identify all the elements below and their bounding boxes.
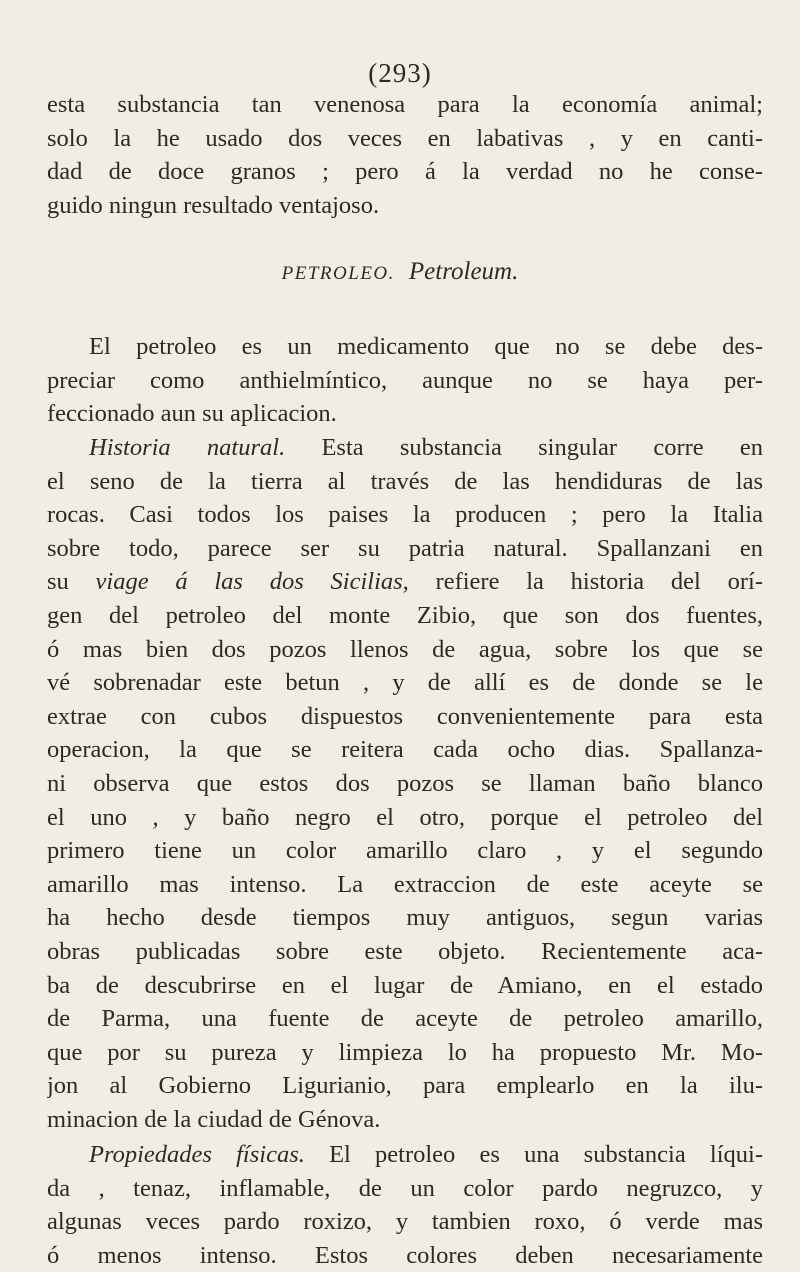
text-line: ni observa que estos dos pozos se llaman baño blanco <box>47 769 763 797</box>
intro-paragraph <box>47 330 763 431</box>
subsection-label: Historia natural. <box>89 434 286 461</box>
text-line: da , tenaz, inflamable, de un color pardo negruzco, y <box>47 1174 763 1202</box>
section-heading <box>0 258 800 286</box>
text-line: minacion de la ciudad de Génova. <box>47 1105 381 1133</box>
subsection-label: Propiedades físicas. <box>89 1141 305 1168</box>
text-line: solo la he usado dos veces en labativas , y en canti- <box>47 124 763 152</box>
text-line: de Parma, una fuente de aceyte de petroleo amarillo, <box>47 1005 763 1033</box>
book-title: viage á las dos Sicilias <box>95 568 403 596</box>
natural-history-paragraph <box>47 431 763 1136</box>
text-line: feccionado aun su aplicacion. <box>47 400 337 428</box>
text-line: rocas. Casi todos los paises la producen ; pero la Italia <box>47 501 763 529</box>
heading-latin: Petroleum. <box>408 258 519 285</box>
page-number: (293) <box>368 58 432 88</box>
heading-spanish: PETROLEO. <box>281 263 395 284</box>
text-line: ó mas bien dos pozos llenos de agua, sobre los que se <box>47 635 763 663</box>
text-line: jon al Gobierno Ligurianio, para emplearlo en la ilu- <box>47 1072 763 1100</box>
text-line: preciar como anthielmíntico, aunque no se haya per- <box>47 366 763 394</box>
text-line: primero tiene un color amarillo claro , y el segundo <box>47 837 763 865</box>
text-line: guido ningun resultado ventajoso. <box>47 191 380 219</box>
text-line: extrae con cubos dispuestos convenientemente para esta <box>47 702 763 730</box>
text-line: algunas veces pardo roxizo, y tambien roxo, ó verde mas <box>47 1208 763 1236</box>
text-line: su viage á las dos Sicilias, refiere la historia del orí- <box>47 568 763 596</box>
text-line: El petroleo es un medicamento que no se debe des- <box>89 333 763 360</box>
text-line: ba de descubrirse en el lugar de Amiano, en el estado <box>47 971 763 999</box>
text-line: sobre todo, parece ser su patria natural. Spallanzani en <box>47 534 763 562</box>
text-line: gen del petroleo del monte Zibio, que son dos fuentes, <box>47 601 763 629</box>
text-line: vé sobrenadar este betun , y de allí es de donde se le <box>47 669 763 697</box>
text-line: el seno de la tierra al través de las hendiduras de las <box>47 467 763 495</box>
text-line: ha hecho desde tiempos muy antiguos, segun varias <box>47 904 763 932</box>
continuation-paragraph <box>47 88 763 222</box>
text-line: obras publicadas sobre este objeto. Recientemente aca- <box>47 937 763 965</box>
text-line: ó menos intenso. Estos colores deben necesariamente <box>47 1241 763 1269</box>
text-line: que por su pureza y limpieza lo ha propuesto Mr. Mo- <box>47 1038 763 1066</box>
text-line: amarillo mas intenso. La extraccion de este aceyte se <box>47 870 763 898</box>
text-line: Propiedades físicas. El petroleo es una substancia líqui- <box>89 1141 763 1168</box>
text-line: el uno , y baño negro el otro, porque el petroleo del <box>47 803 763 831</box>
text-line: operacion, la que se reitera cada ocho dias. Spallanza- <box>47 736 763 764</box>
text-line: Historia natural. Esta substancia singular corre en <box>89 434 763 461</box>
physical-properties-paragraph <box>47 1138 763 1272</box>
text-line: esta substancia tan venenosa para la economía animal; <box>47 91 763 118</box>
text-line: dad de doce granos ; pero á la verdad no he conse- <box>47 158 763 186</box>
